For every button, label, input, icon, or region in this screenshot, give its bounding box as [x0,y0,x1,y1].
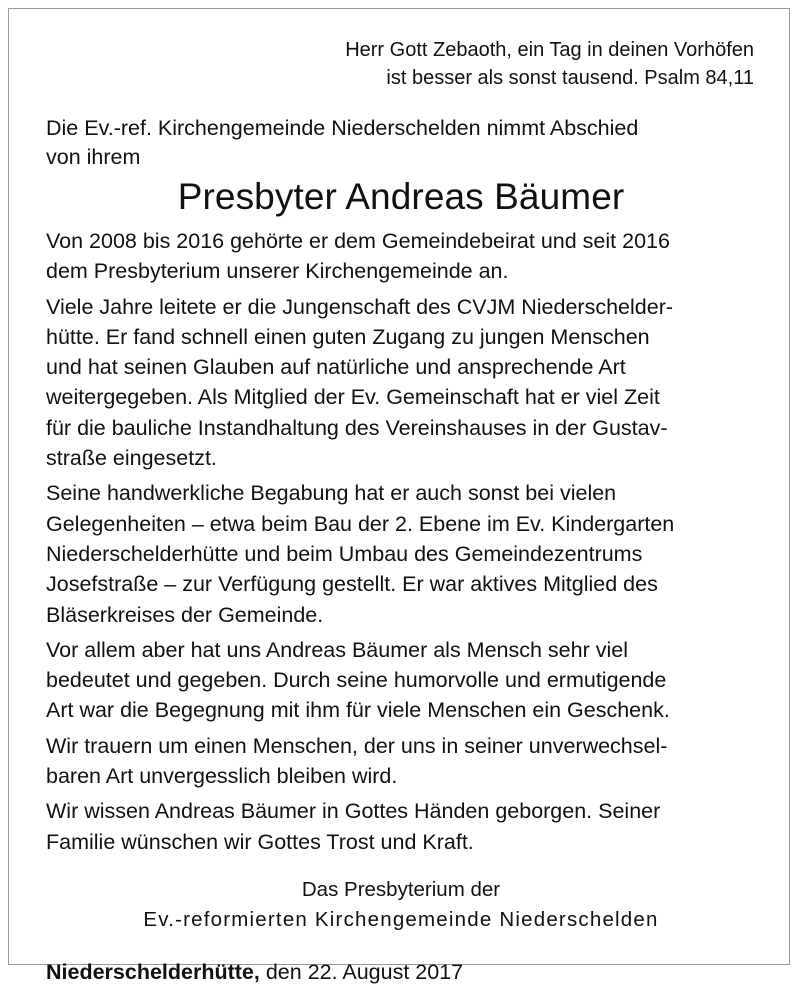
text-line: Bläserkreises der Gemeinde. [46,602,324,627]
date-text: den 22. August 2017 [259,959,464,984]
text-line: Vor allem aber hat uns Andreas Bäumer als Mensch sehr viel [46,637,628,662]
paragraph-youth-work [46,292,756,474]
signature-line-1: Das Presbyterium der [301,877,501,901]
paragraph-service [46,226,756,287]
text-line: Gelegenheiten – etwa beim Bau der 2. Ebene im Ev. Kindergarten [46,511,675,536]
text-line: für die bauliche Instandhaltung des Vereinshauses in der Gustav- [46,415,668,440]
text-line: hütte. Er fand schnell einen guten Zugang zu jungen Menschen [46,324,650,349]
place-date-line [46,957,756,987]
text-line: Familie wünschen wir Gottes Trost und Kraft. [46,829,474,854]
signature-line-2: Ev.-reformierten Kirchengemeinde Niederschelden [143,907,659,931]
text-line: Von 2008 bis 2016 gehörte er dem Gemeindebeirat und seit 2016 [46,229,670,253]
text-line: weitergegeben. Als Mitglied der Ev. Gemeinschaft hat er viel Zeit [46,385,660,410]
paragraph-mourning [46,731,756,792]
text-line: Niederschelderhütte und beim Umbau des Gemeindezentrums [46,541,643,566]
paragraph-craftsmanship [46,478,756,629]
text-line: straße eingesetzt. [46,446,217,471]
deceased-name: Presbyter Andreas Bäumer [177,176,625,217]
paragraph-blessing [46,796,756,857]
intro-line-1: Die Ev.-ref. Kirchengemeinde Niederschelden nimmt Abschied [46,116,639,140]
signature-block [46,875,756,935]
text-line: Art war die Begegnung mit ihm für viele Menschen ein Geschenk. [46,698,670,723]
text-line: Viele Jahre leitete er die Jungenschaft des CVJM Niederschelder- [46,294,674,319]
text-line: baren Art unvergesslich bleiben wird. [46,764,398,789]
text-line: dem Presbyterium unserer Kirchengemeinde an. [46,259,509,284]
text-line: Seine handwerkliche Begabung hat er auch sonst bei vielen [46,481,617,506]
text-line: Wir trauern um einen Menschen, der uns in seiner unverwechsel- [46,733,668,758]
intro-line-2: von ihrem [46,145,141,169]
paragraph-personal [46,635,756,726]
text-line: und hat seinen Glauben auf natürliche und ansprechende Art [46,355,626,380]
text-line: Josefstraße – zur Verfügung gestellt. Er war aktives Mitglied des [46,572,658,597]
text-line: bedeutet und gegeben. Durch seine humorvolle und ermutigende [46,668,667,693]
bible-verse-line-2: ist besser als sonst tausend. Psalm 84,11 [386,67,754,89]
obituary-notice [46,36,756,987]
text-line: Wir wissen Andreas Bäumer in Gottes Händen geborgen. Seiner [46,799,661,824]
intro-text [46,114,756,172]
bible-verse-line-1: Herr Gott Zebaoth, ein Tag in deinen Vorhöfen [345,39,754,61]
place-name: Niederschelderhütte, [46,959,260,984]
bible-verse [46,36,754,92]
